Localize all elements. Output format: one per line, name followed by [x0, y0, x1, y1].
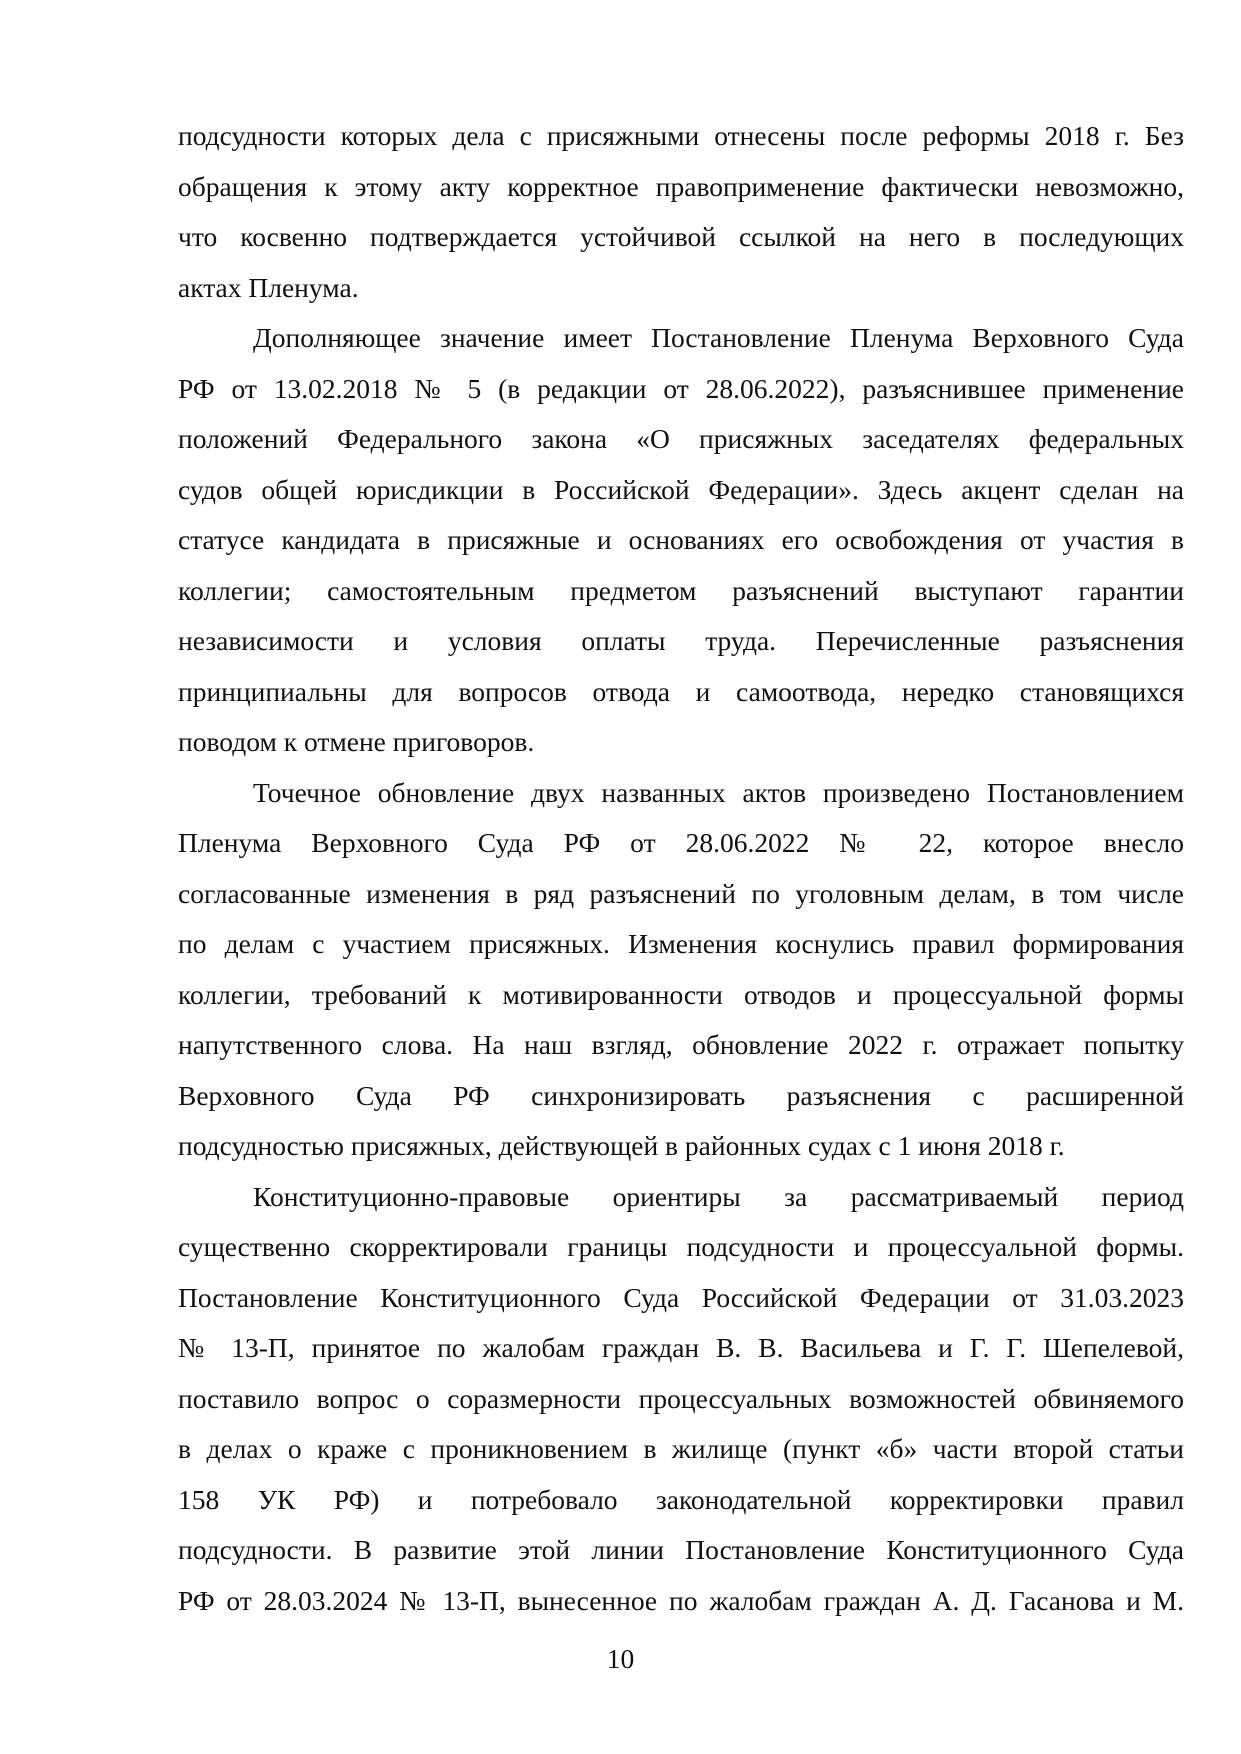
text-line: напутственного слова. На наш взгляд, обновление 2022 г. отражает попытку	[178, 1029, 1184, 1060]
text-line: что косвенно подтверждается устойчивой ссылкой на него в последующих	[178, 221, 1184, 252]
paragraph-4	[178, 1172, 1184, 1627]
text-line: по делам с участием присяжных. Изменения коснулись правил формирования	[178, 928, 1184, 959]
text-line: № 13-П, принятое по жалобам граждан В. В. Васильева и Г. Г. Шепелевой,	[178, 1332, 1184, 1363]
text-line: актах Пленума.	[178, 271, 359, 303]
text-line: независимости и условия оплаты труда. Перечисленные разъяснения	[178, 625, 1184, 656]
text-line: Постановление Конституционного Суда Российской Федерации от 31.03.2023	[178, 1281, 1184, 1313]
text-line: Верховного Суда РФ синхронизировать разъяснения с расширенной	[178, 1079, 1184, 1111]
document-body	[178, 111, 1184, 1626]
paragraph-2	[178, 313, 1184, 768]
text-line: Конституционно-правовые ориентиры за рассматриваемый период	[253, 1180, 1184, 1212]
text-line: РФ от 28.03.2024 № 13-П, вынесенное по жалобам граждан А. Д. Гасанова и М.	[178, 1584, 1184, 1616]
text-line: судов общей юрисдикции в Российской Федерации». Здесь акцент сделан на	[178, 473, 1184, 505]
text-line: РФ от 13.02.2018 № 5 (в редакции от 28.06.2022), разъяснившее применение	[178, 372, 1184, 404]
text-line: подсудностью присяжных, действующей в районных судах с 1 июня 2018 г.	[178, 1130, 1065, 1161]
text-line: 158 УК РФ) и потребовало законодательной корректировки правил	[178, 1483, 1184, 1515]
text-line: подсудности которых дела с присяжными отнесены после реформы 2018 г. Без	[178, 120, 1184, 151]
text-line: коллегии, требований к мотивированности отводов и процессуальной формы	[178, 978, 1184, 1010]
text-line: Точечное обновление двух названных актов произведено Постановлением	[253, 776, 1184, 808]
text-line: принципиальны для вопросов отвода и самоотвода, нередко становящихся	[178, 675, 1184, 707]
text-line: положений Федерального закона «О присяжных заседателях федеральных	[178, 423, 1184, 454]
text-line: Дополняющее значение имеет Постановление Пленума Верховного Суда	[253, 322, 1184, 353]
text-line: поставило вопрос о соразмерности процессуальных возможностей обвиняемого	[178, 1382, 1184, 1414]
text-line: подсудности. В развитие этой линии Постановление Конституционного Суда	[178, 1534, 1184, 1565]
paragraph-3	[178, 768, 1184, 1172]
paragraph-1	[178, 111, 1184, 313]
text-line: статусе кандидата в присяжные и основаниях его освобождения от участия в	[178, 524, 1184, 555]
text-line: обращения к этому акту корректное правоприменение фактически невозможно,	[178, 170, 1184, 202]
text-line: Пленума Верховного Суда РФ от 28.06.2022 № 22, которое внесло	[178, 827, 1184, 858]
text-line: существенно скорректировали границы подсудности и процессуальной формы.	[178, 1231, 1184, 1262]
text-line: согласованные изменения в ряд разъяснений по уголовным делам, в том числе	[178, 877, 1184, 909]
page-number: 10	[606, 1643, 635, 1674]
text-line: поводом к отмене приговоров.	[178, 726, 535, 757]
text-line: коллегии; самостоятельным предметом разъяснений выступают гарантии	[178, 574, 1184, 606]
text-line: в делах о краже с проникновением в жилище (пункт «б» части второй статьи	[178, 1433, 1184, 1464]
